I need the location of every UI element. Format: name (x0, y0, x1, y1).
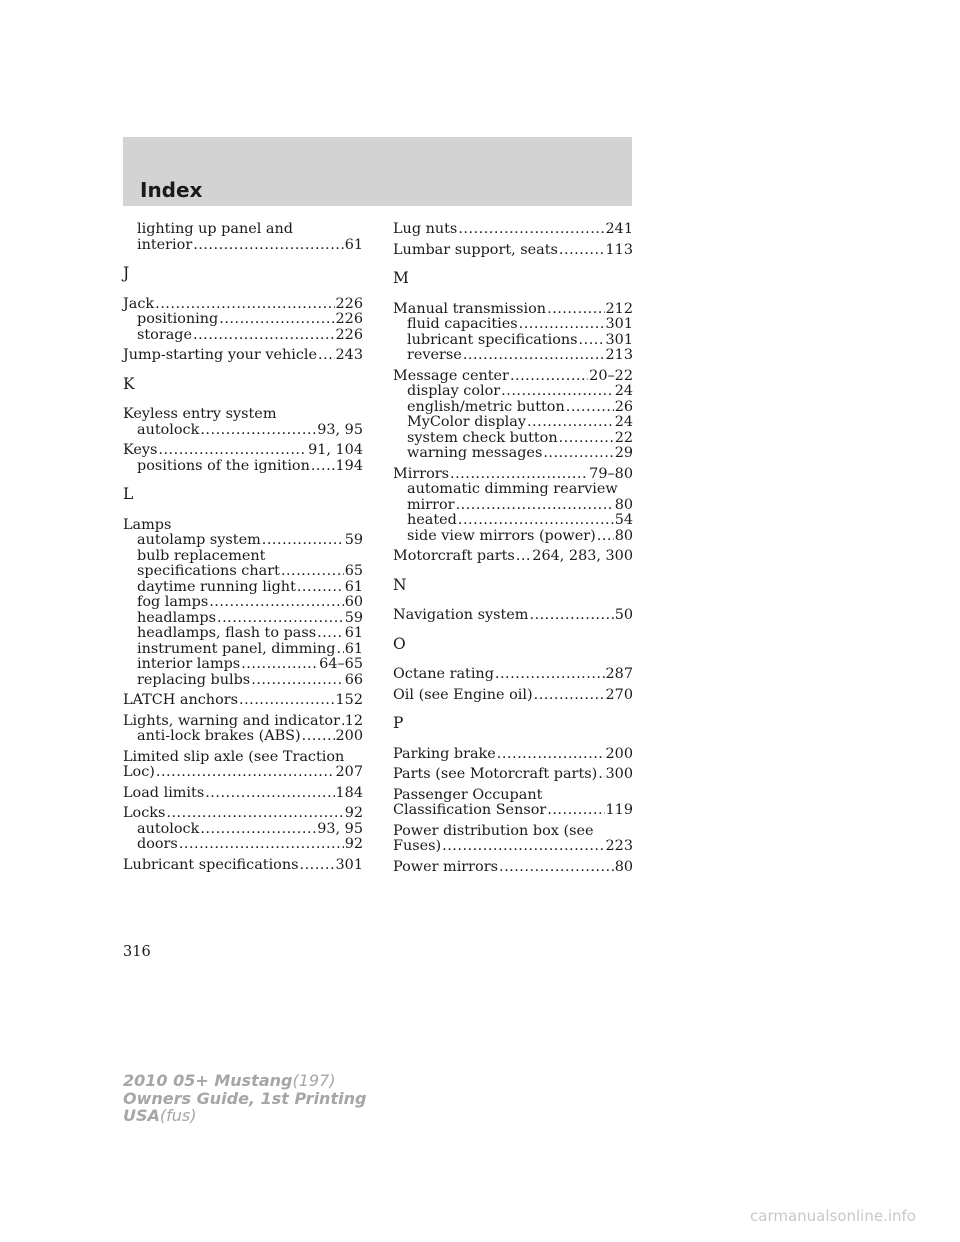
dot-leader (547, 302, 604, 318)
dot-leader (262, 533, 344, 549)
dot-leader (179, 837, 344, 853)
index-entry-line (123, 765, 363, 781)
entry-term: storage (137, 326, 193, 343)
entry-page-ref: 243 (335, 347, 363, 363)
index-subentry-line (123, 580, 363, 596)
index-entry-line (123, 714, 363, 730)
entry-page-ref: 301 (605, 316, 633, 332)
index-entry-line (393, 222, 633, 238)
footer-line-1 (123, 1072, 366, 1090)
index-subentry-line (123, 729, 363, 745)
dot-leader (499, 860, 614, 876)
entry-term: Power distribution box (see (393, 822, 594, 839)
index-entry (393, 860, 633, 876)
dot-leader (311, 459, 335, 475)
entry-term: Motorcraft parts (393, 548, 515, 564)
print-footer (123, 1072, 366, 1125)
dot-leader (341, 714, 344, 730)
entry-page-ref: 264, 283, 300 (532, 548, 633, 564)
entry-term: doors (137, 836, 178, 852)
entry-page-ref: 91, 104 (308, 442, 363, 458)
index-entry (393, 767, 633, 783)
entry-page-ref: 24 (614, 414, 633, 430)
entry-term: Limited slip axle (see Traction (123, 748, 345, 765)
dot-leader (205, 786, 334, 802)
index-entry-line (393, 549, 633, 565)
dot-leader (559, 243, 605, 259)
entry-term: Jack (123, 295, 155, 312)
index-entry (393, 467, 633, 545)
index-letter-heading: K (123, 374, 135, 393)
index-subentry-line (123, 533, 363, 549)
entry-page-ref: 50 (614, 607, 633, 623)
index-entry (123, 348, 363, 364)
index-entry-line (123, 407, 363, 423)
footer-model-code: (197) (292, 1071, 336, 1090)
entry-term: mirror (407, 496, 455, 513)
index-subentry-line (123, 222, 363, 238)
index-subentry-line (393, 317, 633, 333)
entry-term: fog lamps (137, 594, 209, 610)
entry-page-ref: 226 (335, 311, 363, 327)
dot-leader (495, 667, 605, 683)
entry-page-ref: 212 (605, 300, 633, 317)
entry-page-ref: 12 (344, 712, 363, 729)
index-subentry-line (123, 423, 363, 439)
index-subentry-line (123, 626, 363, 642)
entry-term: bulb replacement (137, 547, 266, 564)
entry-term: LATCH anchors (123, 692, 238, 708)
index-subentry-line (123, 837, 363, 853)
entry-term: Parking brake (393, 745, 496, 762)
index-subentry-line (123, 673, 363, 689)
entry-page-ref: 80 (614, 858, 633, 875)
dot-leader (547, 803, 604, 819)
index-subentry-line (393, 431, 633, 447)
index-subentry-line (393, 384, 633, 400)
dot-leader (193, 238, 343, 254)
index-entry (393, 243, 633, 259)
index-subentry-line (393, 529, 633, 545)
index-entry (123, 693, 363, 709)
index-entry (393, 549, 633, 565)
index-entry-line (123, 348, 363, 364)
entry-term: display color (407, 383, 501, 399)
entry-page-ref: 65 (344, 563, 363, 579)
entry-page-ref: 113 (605, 241, 633, 258)
entry-term: autolock (137, 421, 200, 438)
entry-page-ref: 301 (335, 856, 363, 873)
dot-leader (529, 608, 613, 624)
index-entry (393, 788, 633, 819)
entry-term: MyColor display (407, 414, 526, 430)
index-letter-heading: N (393, 575, 407, 594)
dot-leader (200, 822, 316, 838)
entry-term: Lumbar support, seats (393, 241, 558, 258)
index-entry-line (123, 518, 363, 534)
dot-leader (297, 580, 344, 596)
entry-term: system check button (407, 429, 558, 446)
entry-page-ref: 61 (344, 640, 363, 657)
entry-term: Passenger Occupant (393, 786, 543, 803)
entry-term: heated (407, 512, 457, 528)
footer-edition: Owners Guide, 1st Printing (123, 1088, 367, 1108)
index-entry (123, 297, 363, 344)
dot-leader (516, 549, 532, 565)
entry-term: Locks (123, 805, 166, 821)
index-subentry-line (123, 642, 363, 658)
index-entry (393, 608, 633, 624)
index-entry (393, 667, 633, 683)
index-subentry-line (393, 348, 633, 364)
dot-leader (559, 431, 614, 447)
entry-term: autolamp system (137, 532, 261, 548)
dot-leader (158, 443, 307, 459)
index-subentry-line (123, 564, 363, 580)
index-entry (393, 747, 633, 763)
index-subentry-line (393, 333, 633, 349)
index-entry (123, 443, 363, 474)
index-subentry-line (123, 328, 363, 344)
entry-page-ref: 61 (344, 625, 363, 641)
entry-term: specifications chart (137, 563, 280, 579)
index-entry-line (393, 839, 633, 855)
index-entry-line (393, 243, 633, 259)
index-letter-heading: J (123, 264, 130, 282)
entry-page-ref: 194 (335, 457, 363, 474)
index-entry-line (123, 693, 363, 709)
dot-leader (155, 297, 334, 313)
entry-term: Classification Sensor (393, 802, 547, 818)
entry-term: reverse (407, 347, 462, 363)
entry-term: Load limits (123, 784, 205, 801)
entry-term: Lubricant specifications (123, 856, 299, 873)
index-entry-line (393, 688, 633, 704)
entry-page-ref: 60 (344, 594, 363, 610)
entry-page-ref: 24 (614, 383, 633, 399)
index-entry (123, 714, 363, 745)
index-subentry-line (123, 595, 363, 611)
dot-leader (166, 806, 343, 822)
entry-page-ref: 200 (335, 728, 363, 744)
entry-term: Power mirrors (393, 858, 498, 875)
dot-leader (281, 564, 344, 580)
index-entry-line (393, 467, 633, 483)
entry-page-ref: 287 (605, 666, 633, 682)
dot-leader (193, 328, 335, 344)
dot-leader (241, 657, 318, 673)
index-subentry-line (393, 482, 633, 498)
entry-page-ref: 54 (614, 512, 633, 528)
entry-page-ref: 29 (614, 445, 633, 461)
index-entry (393, 222, 633, 238)
dot-leader (251, 673, 344, 689)
entry-page-ref: 66 (344, 671, 363, 688)
section-header-band (123, 137, 632, 206)
entry-term: lighting up panel and (137, 221, 293, 237)
index-subentry-line (123, 459, 363, 475)
entry-page-ref: 226 (335, 326, 363, 343)
entry-term: autolock (137, 820, 200, 837)
index-subentry-line (393, 498, 633, 514)
index-entry-line (123, 806, 363, 822)
entry-term: Keys (123, 442, 158, 458)
entry-page-ref: 20–22 (589, 367, 633, 384)
entry-term: headlamps, flash to pass (137, 625, 317, 641)
index-subentry-line (123, 657, 363, 673)
index-entry-line (393, 302, 633, 318)
dot-leader (501, 384, 614, 400)
entry-term: Lamps (123, 516, 172, 533)
index-subentry-line (393, 513, 633, 529)
dot-leader (579, 333, 605, 349)
index-entry-line (393, 860, 633, 876)
dot-leader (300, 858, 335, 874)
index-subentry-line (393, 400, 633, 416)
entry-page-ref: 184 (335, 784, 363, 801)
dot-leader (510, 369, 588, 385)
index-entry-line (393, 767, 633, 783)
dot-leader (527, 415, 614, 431)
dot-leader (497, 747, 605, 763)
index-subentry-line (123, 822, 363, 838)
entry-page-ref: 152 (335, 692, 363, 708)
entry-page-ref: 300 (605, 766, 633, 782)
entry-term: Navigation system (393, 607, 529, 623)
entry-term: Fuses) (393, 838, 442, 854)
index-entry-line (393, 608, 633, 624)
entry-page-ref: 93, 95 (317, 820, 363, 837)
index-entry (393, 688, 633, 704)
index-entry-line (393, 788, 633, 804)
dot-leader (200, 423, 316, 439)
dot-leader (337, 642, 344, 658)
site-watermark: carmanualsonline.info (750, 1207, 916, 1225)
dot-leader (156, 765, 335, 781)
entry-page-ref: 79–80 (589, 465, 633, 482)
entry-page-ref: 119 (605, 802, 633, 818)
dot-leader (566, 400, 614, 416)
entry-page-ref: 59 (344, 609, 363, 626)
index-entry-line (393, 824, 633, 840)
entry-term: Parts (see Motorcraft parts) (393, 766, 598, 782)
entry-term: warning messages (407, 445, 543, 461)
entry-term: Mirrors (393, 465, 450, 482)
entry-page-ref: 213 (605, 347, 633, 363)
index-entry-line (123, 750, 363, 766)
dot-leader (463, 348, 605, 364)
entry-term: replacing bulbs (137, 671, 251, 688)
entry-term: headlamps (137, 609, 217, 626)
footer-line-3 (123, 1107, 366, 1125)
dot-leader (442, 839, 604, 855)
entry-term: anti-lock brakes (ABS) (137, 728, 301, 744)
index-subentry-line (123, 611, 363, 627)
entry-term: Lug nuts (393, 221, 458, 237)
index-letter-heading: L (123, 485, 134, 503)
dot-leader (318, 348, 334, 364)
footer-line-2 (123, 1090, 366, 1108)
index-subentry-line (123, 549, 363, 565)
entry-term: Message center (393, 367, 509, 384)
dot-leader (302, 729, 335, 745)
index-subentry-line (393, 446, 633, 462)
index-subentry-line (393, 415, 633, 431)
index-entry (123, 806, 363, 853)
entry-page-ref: 80 (614, 496, 633, 513)
dot-leader (598, 767, 604, 783)
index-entry (123, 750, 363, 781)
entry-page-ref: 207 (335, 764, 363, 780)
entry-term: Manual transmission (393, 300, 547, 317)
dot-leader (219, 312, 334, 328)
index-subentry-line (123, 238, 363, 254)
entry-page-ref: 200 (605, 745, 633, 762)
entry-term: lubricant specifications (407, 331, 578, 348)
index-entry-line (123, 786, 363, 802)
entry-term: english/metric button (407, 398, 565, 415)
index-entry (123, 858, 363, 874)
entry-term: fluid capacities (407, 316, 518, 332)
index-entry (123, 407, 363, 438)
entry-page-ref: 92 (344, 805, 363, 821)
dot-leader (534, 688, 605, 704)
footer-market-code: (fus) (159, 1106, 197, 1125)
entry-term: instrument panel, dimming (137, 640, 336, 657)
index-entry-line (393, 747, 633, 763)
index-entry-line (393, 803, 633, 819)
dot-leader (217, 611, 344, 627)
index-subentry-line (123, 312, 363, 328)
entry-term: interior lamps (137, 656, 241, 672)
index-column-left (123, 222, 363, 878)
entry-term: automatic dimming rearview (407, 481, 618, 497)
footer-market: USA (123, 1106, 160, 1125)
entry-page-ref: 80 (614, 527, 633, 544)
entry-term: Lights, warning and indicator (123, 712, 340, 729)
dot-leader (209, 595, 343, 611)
dot-leader (458, 222, 604, 238)
index-letter-heading: M (393, 269, 409, 287)
entry-page-ref: 93, 95 (317, 421, 363, 438)
dot-leader (458, 513, 614, 529)
entry-page-ref: 301 (605, 331, 633, 348)
entry-term: Oil (see Engine oil) (393, 686, 533, 703)
entry-term: positions of the ignition (137, 457, 310, 474)
index-column-right (393, 222, 633, 880)
index-entry-line (393, 369, 633, 385)
index-letter-heading: P (393, 714, 404, 732)
entry-page-ref: 61 (344, 578, 363, 595)
entry-page-ref: 241 (605, 221, 633, 237)
entry-page-ref: 223 (605, 838, 633, 854)
dot-leader (597, 529, 614, 545)
index-entry-line (393, 667, 633, 683)
entry-page-ref: 22 (614, 429, 633, 446)
entry-page-ref: 59 (344, 532, 363, 548)
entry-page-ref: 61 (344, 236, 363, 253)
entry-term: Keyless entry system (123, 406, 277, 422)
dot-leader (239, 693, 335, 709)
entry-page-ref: 26 (614, 398, 633, 415)
index-entry (393, 302, 633, 364)
dot-leader (450, 467, 588, 483)
entry-term: side view mirrors (power) (407, 527, 596, 544)
index-entry (393, 369, 633, 462)
entry-page-ref: 270 (605, 686, 633, 703)
index-entry (123, 518, 363, 689)
dot-leader (519, 317, 605, 333)
entry-term: positioning (137, 311, 219, 327)
index-entry-line (123, 443, 363, 459)
index-entry (393, 824, 633, 855)
page-number: 316 (123, 944, 151, 960)
entry-term: Jump-starting your vehicle (123, 347, 318, 363)
dot-leader (317, 626, 344, 642)
entry-page-ref: 92 (344, 836, 363, 852)
entry-term: daytime running light (137, 578, 296, 595)
index-letter-heading: O (393, 634, 406, 653)
dot-leader (543, 446, 613, 462)
entry-term: interior (137, 236, 193, 253)
entry-page-ref: 226 (335, 295, 363, 312)
index-entry-line (123, 858, 363, 874)
section-title: Index (140, 178, 203, 202)
entry-term: Octane rating (393, 666, 494, 682)
entry-term: Loc) (123, 764, 155, 780)
footer-model: 2010 05+ Mustang (123, 1071, 293, 1090)
index-entry (123, 222, 363, 253)
dot-leader (456, 498, 614, 514)
index-entry (123, 786, 363, 802)
index-entry-line (123, 297, 363, 313)
entry-page-ref: 64–65 (319, 656, 363, 672)
